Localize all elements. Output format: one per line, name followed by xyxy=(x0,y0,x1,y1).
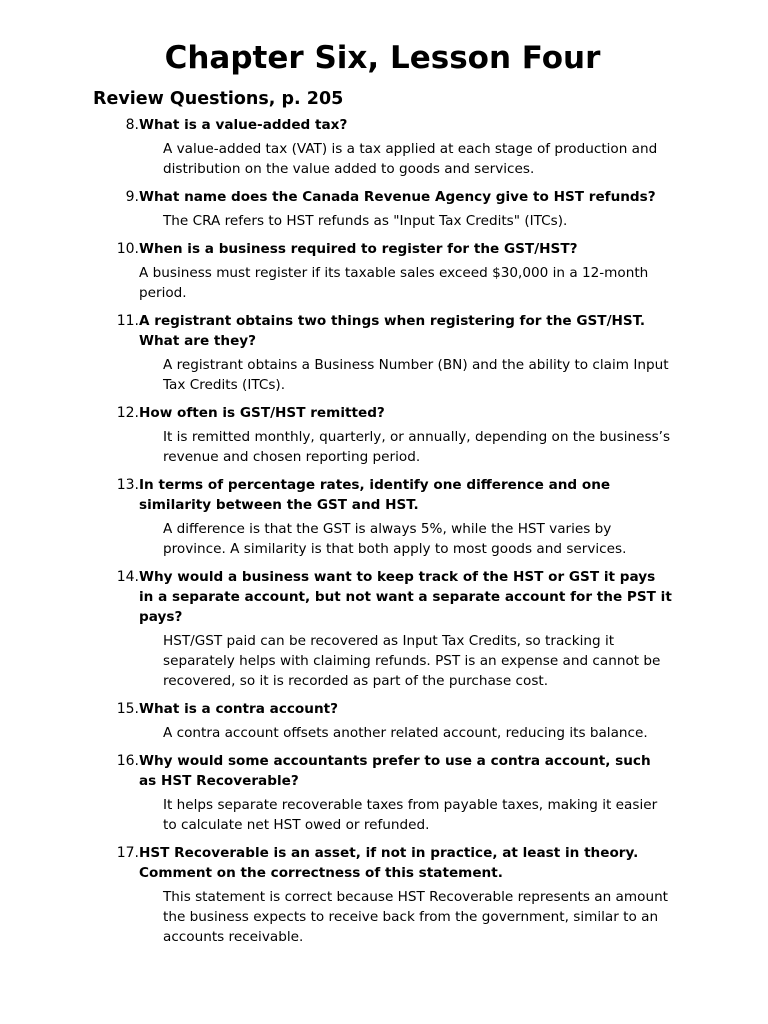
answer-text: A registrant obtains a Business Number (BN) and the ability to claim Input Tax Credits (ITCs). xyxy=(163,357,669,393)
question-number: 13. xyxy=(116,477,139,493)
question-number: 17. xyxy=(116,845,139,861)
answer-text: A difference is that the GST is always 5%, while the HST varies by province. A similarity is that both apply to most goods and services. xyxy=(163,521,627,557)
answer-text: It is remitted monthly, quarterly, or annually, depending on the business’s revenue and chosen reporting period. xyxy=(163,429,671,465)
question-number: 14. xyxy=(116,569,139,585)
question-text: A registrant obtains two things when registering for the GST/HST. What are they? xyxy=(139,313,646,349)
answer-text: This statement is correct because HST Recoverable represents an amount the business expects to receive back from the government, similar to an accounts receivable. xyxy=(163,889,669,945)
question-number: 9. xyxy=(125,189,139,205)
question-text: How often is GST/HST remitted? xyxy=(139,405,385,421)
question-number: 11. xyxy=(116,313,139,329)
question-number: 10. xyxy=(116,241,139,257)
question-number: 8. xyxy=(125,117,139,133)
question-item-11 xyxy=(93,311,672,395)
answer-text: The CRA refers to HST refunds as "Input Tax Credits" (ITCs). xyxy=(163,213,568,229)
question-item-14 xyxy=(93,567,672,691)
question-item-9 xyxy=(93,187,672,231)
answer-text: HST/GST paid can be recovered as Input Tax Credits, so tracking it separately helps with claiming refunds. PST is an expense and cannot be recovered, so it is recorded as part of the purchase cost. xyxy=(163,633,661,689)
question-text: What name does the Canada Revenue Agency give to HST refunds? xyxy=(139,189,656,205)
question-item-8 xyxy=(93,115,672,179)
answer-text: A value-added tax (VAT) is a tax applied at each stage of production and distribution on the value added to goods and services. xyxy=(163,141,658,177)
question-text: When is a business required to register for the GST/HST? xyxy=(139,241,578,257)
question-number: 12. xyxy=(116,405,139,421)
question-item-12 xyxy=(93,403,672,467)
answer-text: A contra account offsets another related account, reducing its balance. xyxy=(163,725,648,741)
answer-text: A business must register if its taxable sales exceed $30,000 in a 12-month period. xyxy=(139,265,649,301)
page-title: Chapter Six, Lesson Four xyxy=(164,40,601,76)
question-text: In terms of percentage rates, identify one difference and one similarity between the GST and HST. xyxy=(139,477,611,513)
question-text: Why would a business want to keep track of the HST or GST it pays in a separate account, but not want a separate account for the PST it pays? xyxy=(139,569,672,625)
question-number: 16. xyxy=(116,753,139,769)
question-item-16 xyxy=(93,751,672,835)
question-item-15 xyxy=(93,699,672,743)
answer-text: It helps separate recoverable taxes from payable taxes, making it easier to calculate net HST owed or refunded. xyxy=(163,797,658,833)
question-text: What is a contra account? xyxy=(139,701,339,717)
question-list xyxy=(93,115,672,947)
question-item-10 xyxy=(93,239,672,303)
question-item-17 xyxy=(93,843,672,947)
question-text: Why would some accountants prefer to use a contra account, such as HST Recoverable? xyxy=(139,753,651,789)
question-text: What is a value-added tax? xyxy=(139,117,348,133)
section-heading: Review Questions, p. 205 xyxy=(93,89,344,109)
question-text: HST Recoverable is an asset, if not in practice, at least in theory. Comment on the correctness of this statement. xyxy=(139,845,639,881)
question-number: 15. xyxy=(116,701,139,717)
question-item-13 xyxy=(93,475,672,559)
